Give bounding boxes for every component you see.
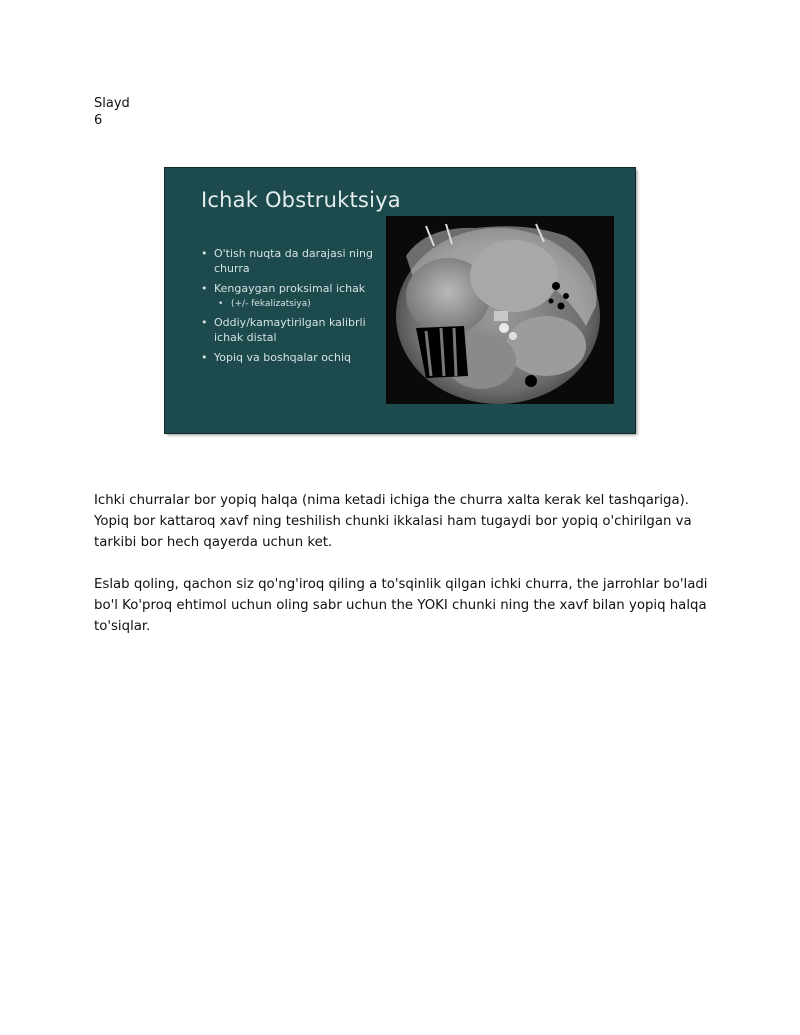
notes-paragraph: Ichki churralar bor yopiq halqa (nima ketadi ichiga the churra xalta kerak kel tashqariga). Yopiq bor kattaroq xavf ning teshilish chunki ikkalasi ham tugaydi bor yopiq o'chirilgan va tarkibi bor hech qayerda uchun ket. <box>94 493 692 550</box>
slide-number-label <box>94 95 130 129</box>
sub-bullet-item: • (+/- fekalizatsiya) <box>201 298 381 310</box>
slide-title: Ichak Obstruktsiya <box>201 188 401 212</box>
slide-label-word: Slayd <box>94 96 130 111</box>
ct-scan-image <box>386 216 614 404</box>
bullet-item: • Yopiq va boshqalar ochiq <box>201 350 381 365</box>
bullet-item: • O'tish nuqta da darajasi ning churra <box>201 246 381 276</box>
bullet-item: • Kengaygan proksimal ichak <box>201 281 381 296</box>
slide-label-number: 6 <box>94 113 103 128</box>
ct-scan-icon <box>386 216 614 404</box>
bullet-item: • Oddiy/kamaytirilgan kalibrli ichak distal <box>201 315 381 345</box>
slide-bullet-list <box>201 246 381 370</box>
notes-body <box>94 490 714 658</box>
slide-thumbnail <box>165 168 635 433</box>
notes-paragraph: Eslab qoling, qachon siz qo'ng'iroq qiling a to'sqinlik qilgan ichki churra, the jarrohlar bo'ladi bo'l Ko'proq ehtimol uchun oling sabr uchun the YOKI chunki ning the xavf bilan yopiq halqa to'siqlar. <box>94 577 708 634</box>
